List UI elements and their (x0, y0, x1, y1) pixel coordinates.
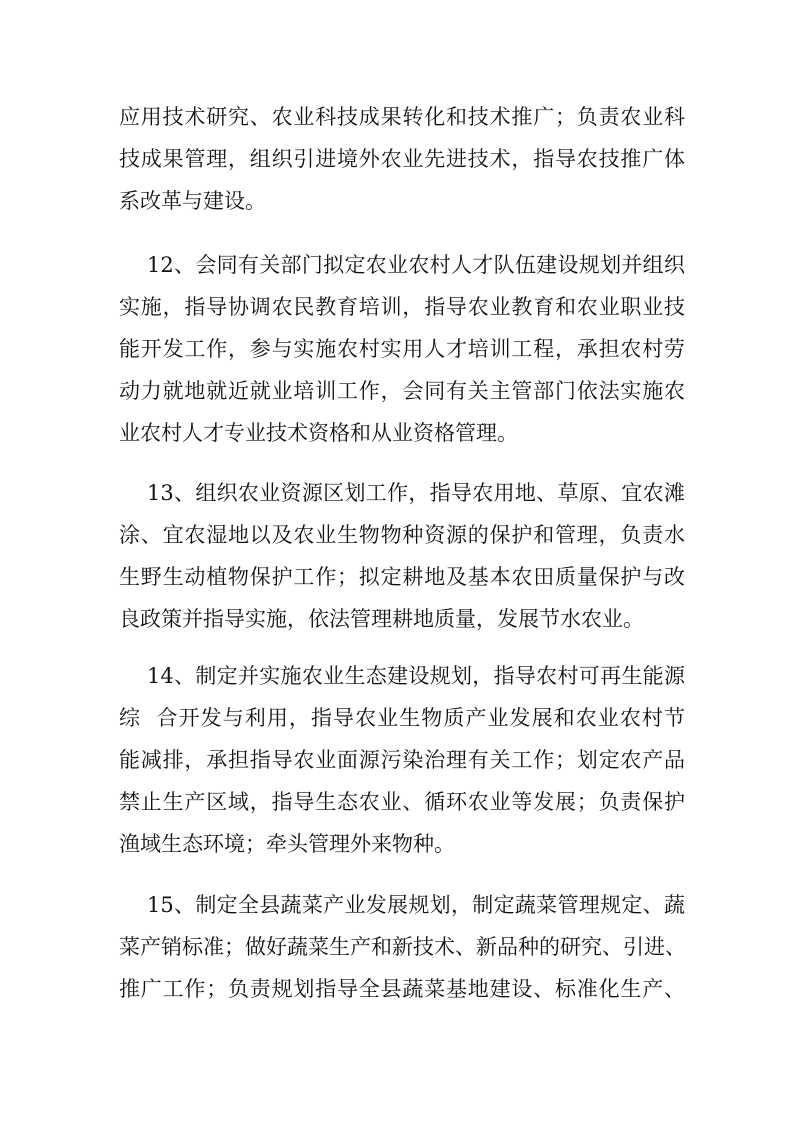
text-line: 涂、宜农湿地以及农业生物物种资源的保护和管理，负责水 (119, 523, 685, 547)
text-line: 禁止生产区域，指导生态农业、循环农业等发展；负责保护 (119, 790, 685, 814)
paragraph-item-12 (119, 244, 685, 454)
text-line: 13、组织农业资源区划工作，指导农用地、草原、宜农滩 (147, 481, 685, 505)
text-line: 14、制定并实施农业生态建设规划，指导农村可再生能源 (147, 664, 685, 688)
text-line: 系改革与建设。 (119, 189, 266, 213)
text-line: 能开发工作，参与实施农村实用人才培训工程，承担农村劳 (119, 337, 685, 361)
text-line: 业农村人才专业技术资格和从业资格管理。 (119, 421, 518, 445)
text-line: 综 合开发与利用，指导农业生物质产业发展和农业农村节 (119, 706, 685, 730)
paragraph-item-15 (119, 884, 685, 1010)
text-line: 应用技术研究、农业科技成果转化和技术推广；负责农业科 (119, 105, 685, 129)
text-line: 能减排，承担指导农业面源污染治理有关工作；划定农产品 (119, 748, 685, 772)
text-line: 技成果管理，组织引进境外农业先进技术，指导农技推广体 (119, 147, 685, 171)
text-line: 实施，指导协调农民教育培训，指导农业教育和农业职业技 (119, 295, 685, 319)
text-line: 菜产销标准；做好蔬菜生产和新技术、新品种的研究、引进、 (119, 935, 686, 959)
paragraph-item-14 (119, 655, 685, 865)
paragraph-continued (119, 96, 685, 222)
text-line: 12、会同有关部门拟定农业农村人才队伍建设规划并组织 (147, 253, 685, 277)
paragraph-item-13 (119, 472, 685, 640)
text-line: 动力就地就近就业培训工作，会同有关主管部门依法实施农 (119, 379, 685, 403)
text-line: 渔域生态环境；牵头管理外来物种。 (119, 832, 455, 856)
text-line: 良政策并指导实施，依法管理耕地质量，发展节水农业。 (119, 607, 644, 631)
text-line: 生野生动植物保护工作；拟定耕地及基本农田质量保护与改 (119, 565, 685, 589)
text-line: 推广工作；负责规划指导全县蔬菜基地建设、标准化生产、 (119, 977, 685, 1001)
text-line: 15、制定全县蔬菜产业发展规划，制定蔬菜管理规定、蔬 (147, 893, 685, 917)
